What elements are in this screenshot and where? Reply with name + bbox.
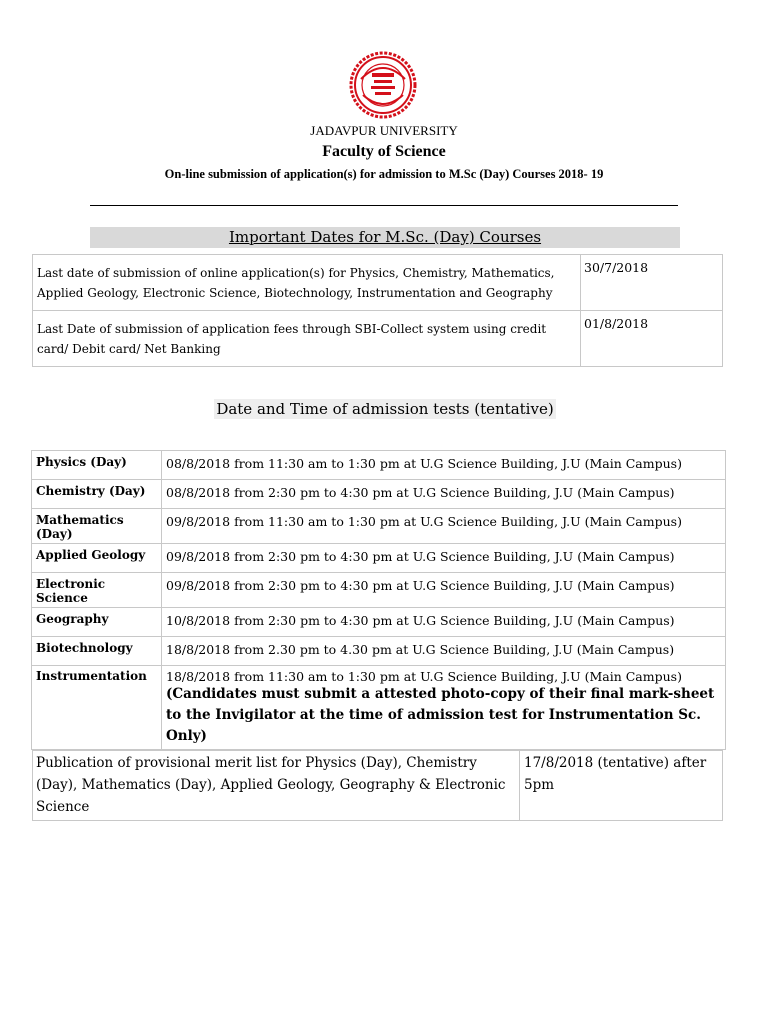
schedule-cell: 09/8/2018 from 2:30 pm to 4:30 pm at U.G Science Building, J.U (Main Campus) xyxy=(162,573,726,608)
subject-cell: Instrumentation xyxy=(32,666,162,750)
document-subtitle: On-line submission of application(s) for admission to M.Sc (Day) Courses 2018- 19 xyxy=(164,167,604,181)
table-row xyxy=(33,751,723,821)
schedule-cell: 08/8/2018 from 2:30 pm to 4:30 pm at U.G Science Building, J.U (Main Campus) xyxy=(162,480,726,509)
schedule-cell: 10/8/2018 from 2:30 pm to 4:30 pm at U.G Science Building, J.U (Main Campus) xyxy=(162,608,726,637)
date-value: 01/8/2018 xyxy=(581,311,723,367)
header-divider xyxy=(90,205,678,206)
table-row xyxy=(32,666,726,750)
admission-tests-heading: Date and Time of admission tests (tentative) xyxy=(216,400,554,418)
subject-cell: Physics (Day) xyxy=(32,451,162,480)
date-label: Last Date of submission of application fees through SBI-Collect system using credit card/ Debit card/ Net Banking xyxy=(33,311,581,367)
schedule-text: 18/8/2018 from 11:30 am to 1:30 pm at U.G Science Building, J.U (Main Campus) xyxy=(166,669,682,684)
university-name: JADAVPUR UNIVERSITY xyxy=(310,123,458,138)
table-row xyxy=(32,451,726,480)
university-seal-logo xyxy=(349,51,417,119)
merit-list-label: Publication of provisional merit list for Physics (Day), Chemistry (Day), Mathematics (Day), Applied Geology, Geography & Electronic Science xyxy=(33,751,520,821)
schedule-cell: 08/8/2018 from 11:30 am to 1:30 pm at U.G Science Building, J.U (Main Campus) xyxy=(162,451,726,480)
schedule-cell xyxy=(162,666,726,750)
table-row xyxy=(32,637,726,666)
table-row xyxy=(32,544,726,573)
table-row xyxy=(33,255,723,311)
faculty-name: Faculty of Science xyxy=(322,143,446,160)
table-row xyxy=(32,509,726,544)
table-row xyxy=(32,608,726,637)
table-row xyxy=(32,480,726,509)
subject-cell: Chemistry (Day) xyxy=(32,480,162,509)
admission-tests-table xyxy=(31,450,726,750)
date-label: Last date of submission of online application(s) for Physics, Chemistry, Mathematics, Applied Geology, Electronic Science, Biotechnology, Instrumentation and Geography xyxy=(33,255,581,311)
instrumentation-note: (Candidates must submit a attested photo-copy of their final mark-sheet to the Invigilator at the time of admission test for Instrumentation Sc. Only) xyxy=(166,686,715,744)
subject-cell: Electronic Science xyxy=(32,573,162,608)
subject-cell: Geography xyxy=(32,608,162,637)
table-row xyxy=(33,311,723,367)
subject-cell: Applied Geology xyxy=(32,544,162,573)
important-dates-heading: Important Dates for M.Sc. (Day) Courses xyxy=(90,227,680,248)
subject-cell: Biotechnology xyxy=(32,637,162,666)
merit-list-date: 17/8/2018 (tentative) after 5pm xyxy=(520,751,723,821)
merit-list-table xyxy=(32,750,723,821)
important-dates-table xyxy=(32,254,723,367)
subject-cell: Mathematics (Day) xyxy=(32,509,162,544)
schedule-cell: 09/8/2018 from 2:30 pm to 4:30 pm at U.G Science Building, J.U (Main Campus) xyxy=(162,544,726,573)
table-row xyxy=(32,573,726,608)
schedule-cell: 18/8/2018 from 2.30 pm to 4.30 pm at U.G Science Building, J.U (Main Campus) xyxy=(162,637,726,666)
date-value: 30/7/2018 xyxy=(581,255,723,311)
schedule-cell: 09/8/2018 from 11:30 am to 1:30 pm at U.G Science Building, J.U (Main Campus) xyxy=(162,509,726,544)
